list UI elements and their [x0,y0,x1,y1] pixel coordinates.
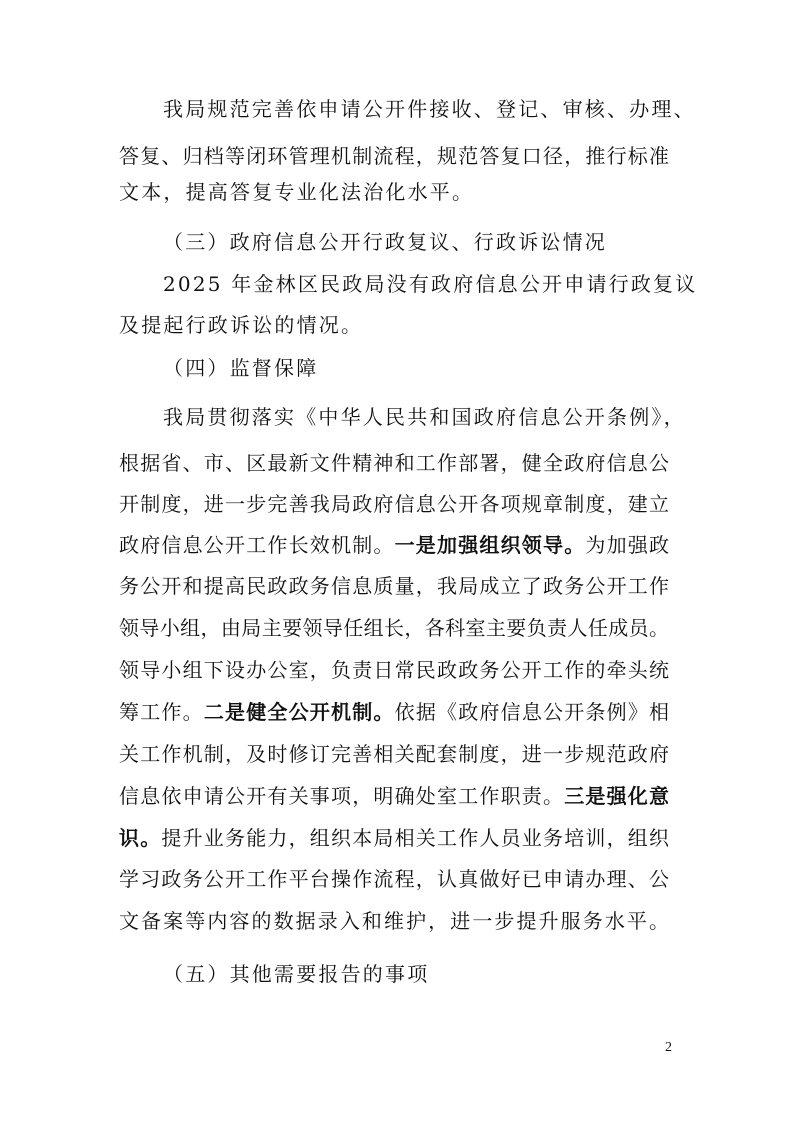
paragraph-line [119,784,669,808]
text-run: 为加强政 [585,533,670,557]
paragraph-line: 我局贯彻落实《中华人民共和国政府信息公开条例》， [163,405,686,429]
paragraph-line: 关工作机制，及时修订完善相关配套制度，进一步规范政府 [119,742,669,766]
paragraph-line: 根据省、市、区最新文件精神和工作部署，健全政府信息公 [119,451,669,475]
bold-emphasis: 三是强化意 [564,784,670,808]
page-number: 2 [665,1040,672,1055]
paragraph-line: 领导小组，由局主要领导任组长，各科室主要负责人任成员。 [119,616,669,640]
text-run: 提升业务能力，组织本局相关工作人员业务培训，组织 [161,826,670,850]
paragraph-line: 答复、归档等闭环管理机制流程，规范答复口径，推行标准 [119,144,669,168]
section-heading: （三）政府信息公开行政复议、行政诉讼情况 [163,230,607,254]
paragraph-line [119,533,669,557]
paragraph-line: 文备案等内容的数据录入和维护，进一步提升服务水平。 [119,909,669,933]
bold-emphasis: 二是健全公开机制。 [203,700,395,724]
section-heading: （五）其他需要报告的事项 [163,962,430,986]
text-run: 依据《政府信息公开条例》相 [394,700,670,724]
paragraph-line: 及提起行政诉讼的情况。 [119,313,364,337]
paragraph-line: 文本，提高答复专业化法治化水平。 [119,180,475,204]
section-heading: （四）监督保障 [163,356,319,380]
paragraph-line: 我局规范完善依申请公开件接收、登记、审核、办理、 [163,97,696,121]
paragraph-line: 领导小组下设办公室，负责日常民政政务公开工作的牵头统 [119,658,669,682]
paragraph-line: 务公开和提高民政政务信息质量，我局成立了政务公开工作 [119,574,669,598]
text-run: 筹工作。 [119,700,204,724]
bold-emphasis: 识。 [119,826,162,850]
paragraph-line: 开制度，进一步完善我局政府信息公开各项规章制度，建立 [119,492,669,516]
paragraph-line [119,826,669,850]
text-run: 政府信息公开工作长效机制。 [119,533,395,557]
paragraph-line: 学习政务公开工作平台操作流程，认真做好已申请办理、公 [119,867,669,891]
paragraph-line [119,700,669,724]
text-run: 信息依申请公开有关事项，明确处室工作职责。 [119,784,565,808]
bold-emphasis: 一是加强组织领导。 [394,533,586,557]
paragraph-line: 2025 年金林区民政局没有政府信息公开申请行政复议 [163,272,698,296]
